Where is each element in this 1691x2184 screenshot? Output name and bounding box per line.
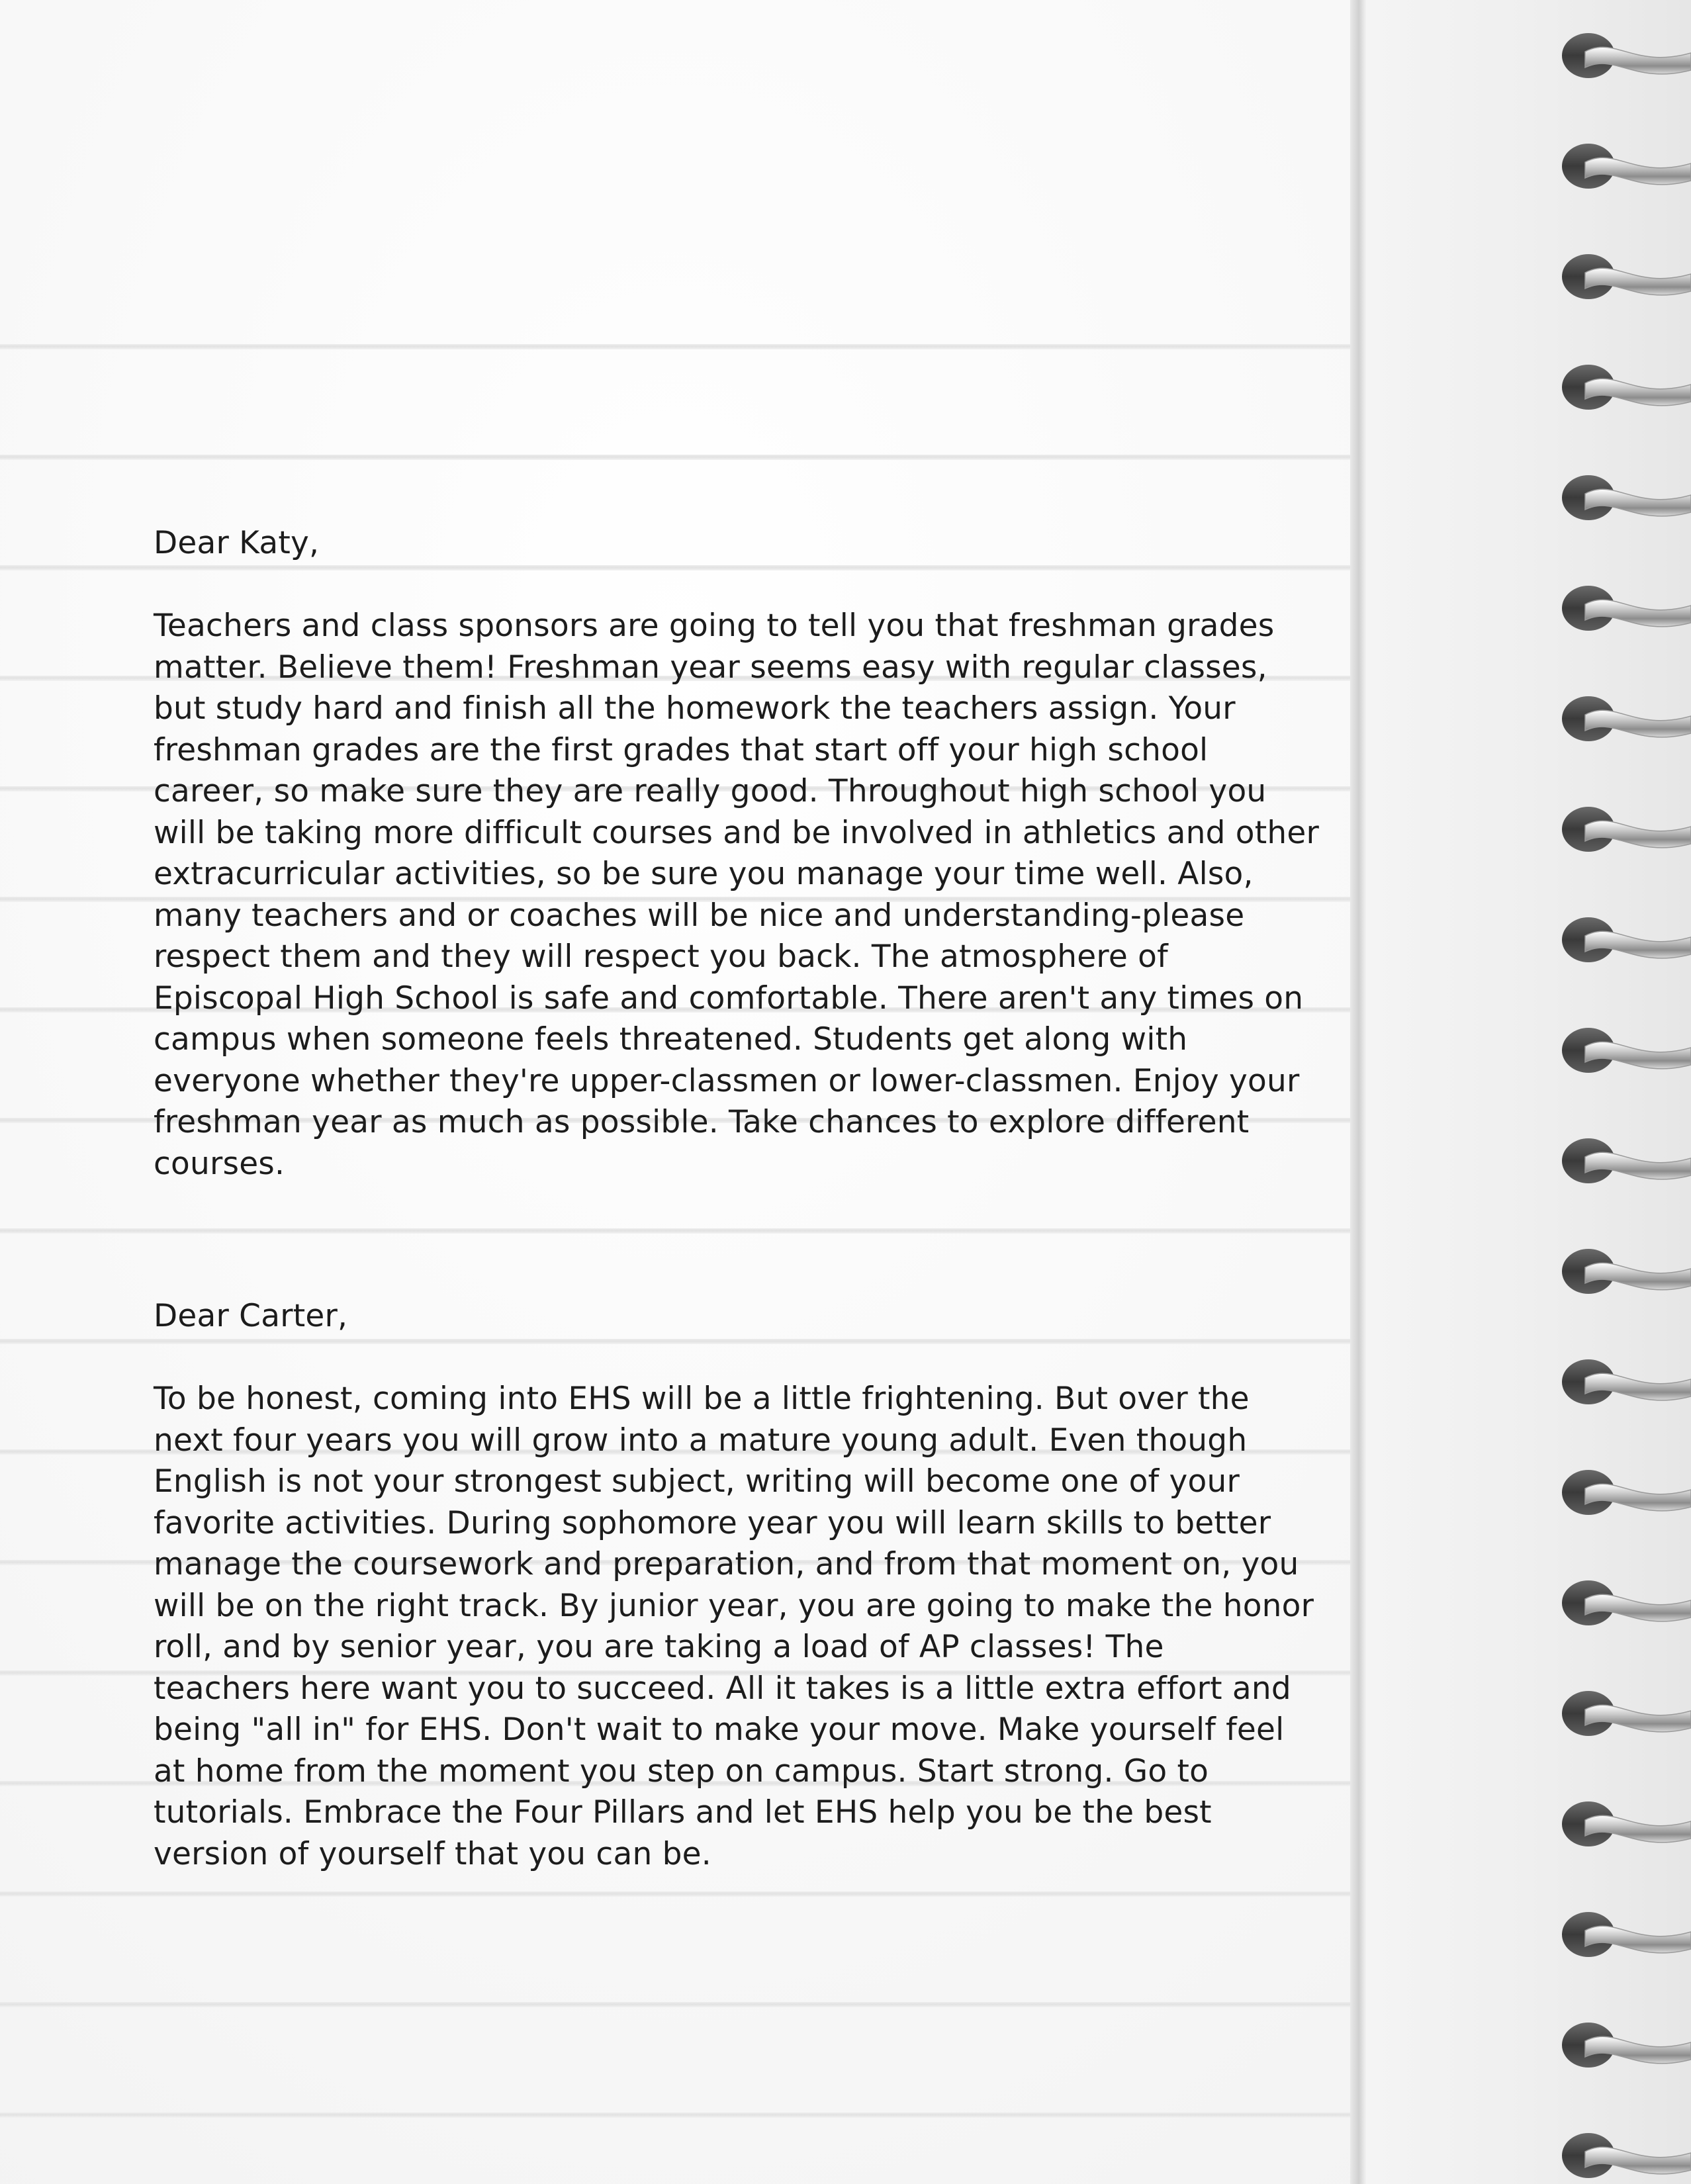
letter-line: favorite activities. During sophomore year you will learn skills to better (154, 1504, 1271, 1541)
letter-line: teachers here want you to succeed. All it takes is a little extra effort and (154, 1670, 1291, 1707)
letter-line: being "all in" for EHS. Don't wait to make your move. Make yourself feel (154, 1711, 1285, 1748)
letter-line: version of yourself that you can be. (154, 1835, 711, 1872)
ruled-line (0, 1228, 1360, 1234)
letter-line: extracurricular activities, so be sure you manage your time well. Also, (154, 856, 1254, 892)
letter-line: tutorials. Embrace the Four Pillars and let EHS help you be the best (154, 1794, 1212, 1831)
letter-line: roll, and by senior year, you are taking a load of AP classes! The (154, 1629, 1164, 1665)
letter-line: campus when someone feels threatened. Students get along with (154, 1021, 1188, 1058)
letter-to-katy (154, 523, 1365, 1185)
letter-line: at home from the moment you step on campus. Start strong. Go to (154, 1752, 1209, 1790)
letter-line: respect them and they will respect you back. The atmosphere of (154, 938, 1168, 975)
letter-line: courses. (154, 1145, 285, 1182)
letter-line: Teachers and class sponsors are going to tell you that freshman grades (154, 608, 1275, 644)
letter-line: freshman grades are the first grades that start off your high school (154, 731, 1209, 768)
binding-strip (1366, 0, 1691, 2184)
letter-line: To be honest, coming into EHS will be a little frightening. But over the (154, 1381, 1250, 1417)
ruled-line (0, 455, 1360, 460)
letter-to-carter (154, 1296, 1365, 1875)
ruled-line (0, 1891, 1360, 1897)
letter-line: will be on the right track. By junior year, you are going to make the honor (154, 1587, 1314, 1624)
letter-line: but study hard and finish all the homework the teachers assign. Your (154, 690, 1236, 727)
letter-body (154, 1379, 1365, 1875)
ruled-line (0, 2113, 1360, 2118)
letter-line: manage the coursework and preparation, and from that moment on, you (154, 1546, 1299, 1582)
letter-line: Episcopal High School is safe and comfortable. There aren't any times on (154, 979, 1304, 1017)
letter-line: matter. Believe them! Freshman year seems easy with regular classes, (154, 649, 1267, 686)
letter-body (154, 606, 1365, 1185)
letter-line: many teachers and or coaches will be nice and understanding-please (154, 897, 1245, 934)
letter-line: English is not your strongest subject, writing will become one of your (154, 1463, 1240, 1500)
letter-line: everyone whether they're upper-classmen or lower-classmen. Enjoy your (154, 1062, 1300, 1099)
ruled-line (0, 344, 1360, 349)
ruled-line (0, 2002, 1360, 2007)
letter-line: career, so make sure they are really good. Throughout high school you (154, 773, 1267, 809)
letter-line: next four years you will grow into a mature young adult. Even though (154, 1422, 1248, 1459)
letter-line: will be taking more difficult courses and be involved in athletics and other (154, 814, 1319, 851)
letter-greeting: Dear Carter, (154, 1298, 348, 1334)
letter-greeting: Dear Katy, (154, 525, 320, 561)
letter-line: freshman year as much as possible. Take chances to explore different (154, 1104, 1250, 1140)
